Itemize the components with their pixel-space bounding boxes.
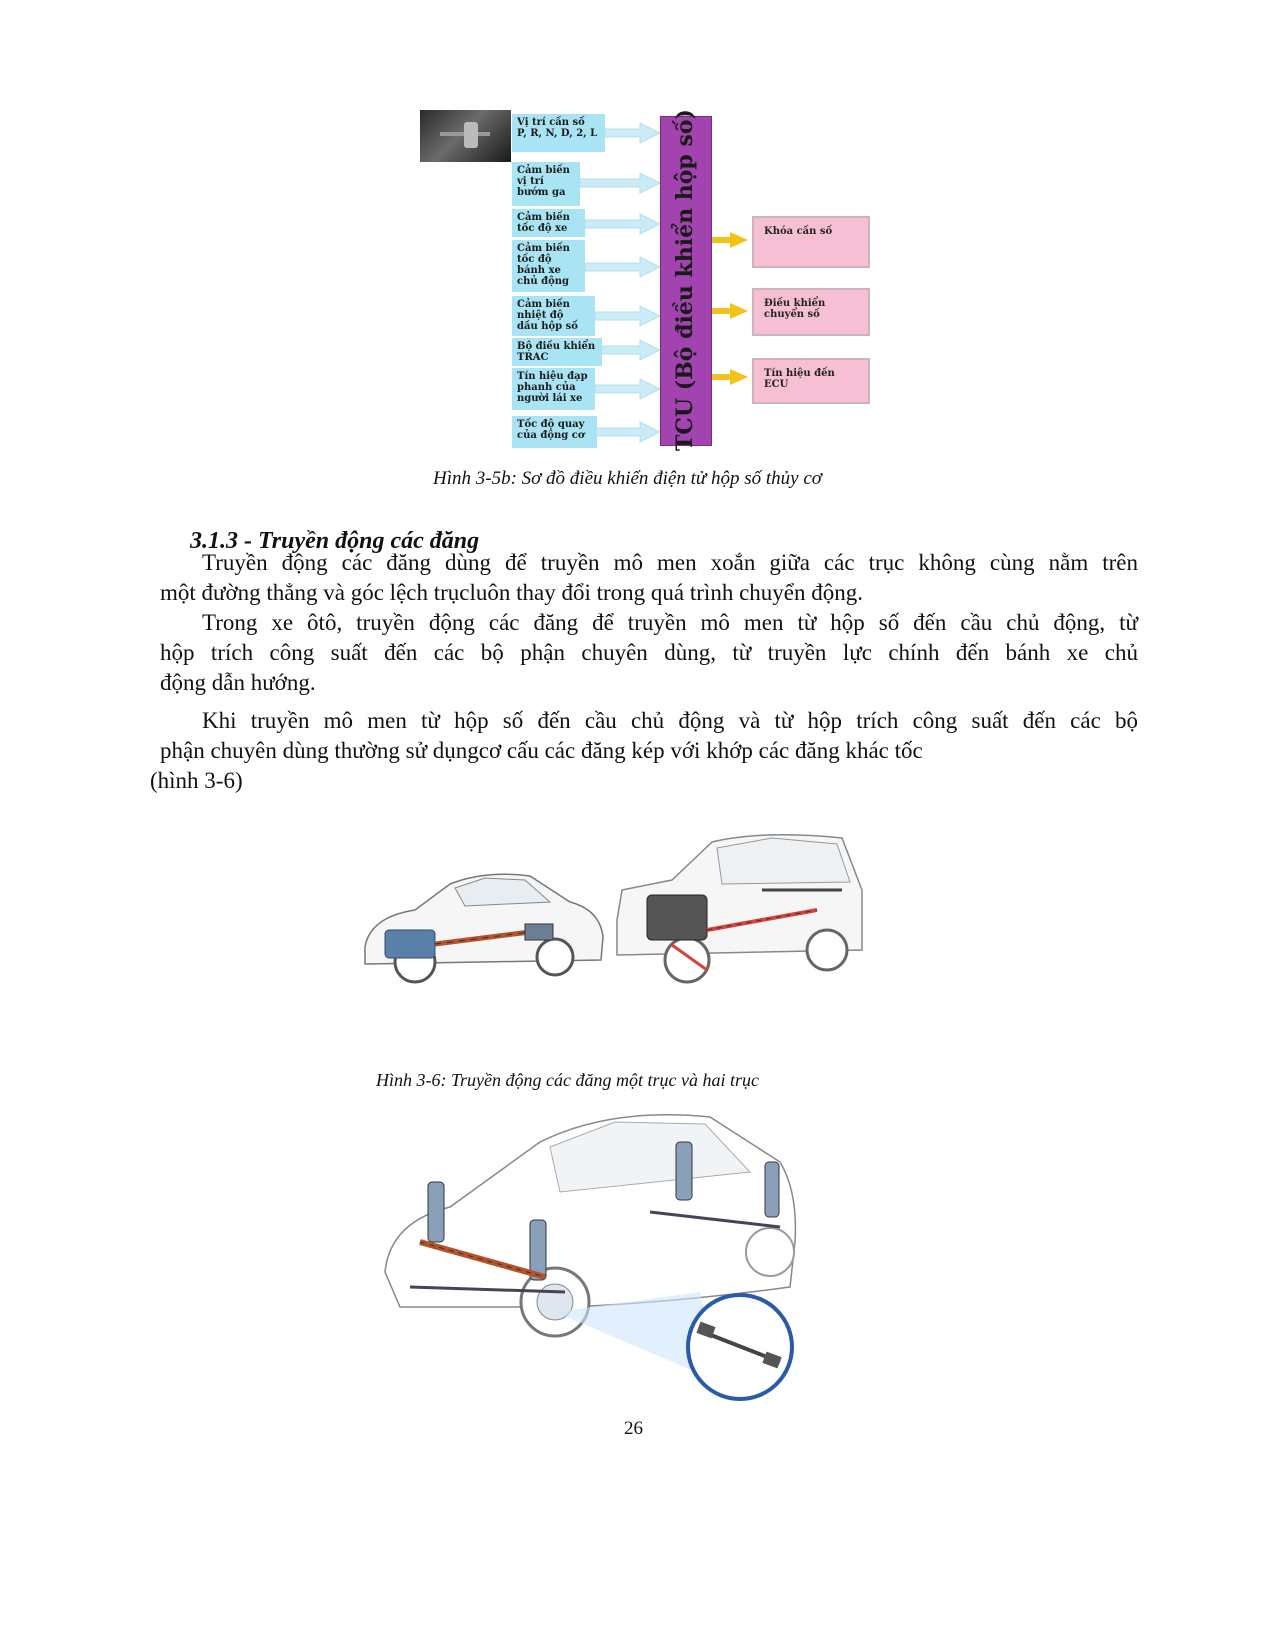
front-wheel-drive-axle-illustration [380, 1102, 800, 1402]
input-box-trac-controller: Bộ điều khiển TRAC [512, 338, 602, 366]
paragraph-line: Khi truyền mô men từ hộp số đến cầu chủ động và từ hộp trích công suất đến các bộ [202, 708, 1138, 733]
figure-3-5b-caption: Hình 3-5b: Sơ đồ điều khiển điện tử hộp số thủy cơ [433, 468, 822, 489]
input-box-throttle-sensor: Cảm biến vị trí bướm ga [512, 162, 580, 206]
input-box-drive-wheel-speed-sensor: Cảm biến tốc độ bánh xe chủ động [512, 240, 585, 292]
paragraph-line: Trong xe ôtô, truyền động các đăng để truyền mô men từ hộp số đến cầu chủ động, từ [202, 610, 1138, 635]
input-box-oil-temp-sensor: Cảm biến nhiệt độ dầu hộp số [512, 296, 595, 336]
input-arrow [585, 214, 660, 234]
output-arrow [710, 303, 748, 319]
page-number: 26 [624, 1418, 643, 1439]
input-arrow [595, 422, 660, 442]
input-box-engine-speed: Tốc độ quay của động cơ [512, 416, 597, 448]
input-arrow [585, 257, 660, 277]
tcu-label: TCU (Bộ điều khiển hộp số) [672, 109, 698, 451]
paragraph-2 [160, 608, 1138, 698]
figure-3-6-caption: Hình 3-6: Truyền động các đăng một trục và hai trục [376, 1070, 759, 1090]
input-arrow [595, 340, 660, 360]
output-arrow [710, 232, 748, 248]
output-box-ecu-signal: Tín hiệu đến ECU [752, 358, 870, 404]
output-arrow [710, 369, 748, 385]
section-heading: 3.1.3 - Truyền động các đăng [190, 528, 480, 554]
suv-two-shaft-illustration [612, 820, 867, 990]
output-box-shift-lock: Khóa cần số [752, 216, 870, 268]
input-arrow [595, 379, 660, 399]
paragraph-3 [160, 706, 1138, 766]
figure-reference: (hình 3-6) [150, 768, 243, 793]
paragraph-line: động dẫn hướng. [160, 670, 316, 695]
sedan-single-shaft-illustration [355, 862, 610, 992]
input-arrow [595, 306, 660, 326]
input-box-brake-signal: Tín hiệu đạp phanh của người lái xe [512, 368, 595, 410]
output-box-shift-control: Điều khiển chuyển số [752, 288, 870, 336]
figure-3-5b-diagram [420, 110, 900, 470]
paragraph-line: một đường thẳng và góc lệch trụcluôn thay đổi trong quá trình chuyển động. [160, 580, 863, 605]
paragraph-1 [160, 548, 1138, 608]
paragraph-line: phận chuyên dùng thường sử dụngcơ cấu các đăng kép với khớp các đăng khác tốc [160, 738, 923, 763]
gear-shifter-photo [420, 110, 511, 162]
input-box-shift-position: Vị trí cần số P, R, N, D, 2, L [512, 114, 605, 152]
paragraph-line: hộp trích công suất đến các bộ phận chuyên dùng, từ truyền lực chính đến bánh xe chủ [160, 640, 1138, 665]
input-arrow [580, 173, 660, 193]
paragraph-line: Truyền động các đăng dùng để truyền mô men xoắn giữa các trục không cùng nằm trên [202, 550, 1138, 575]
input-arrow [605, 123, 660, 143]
input-box-vehicle-speed-sensor: Cảm biến tốc độ xe [512, 209, 585, 237]
